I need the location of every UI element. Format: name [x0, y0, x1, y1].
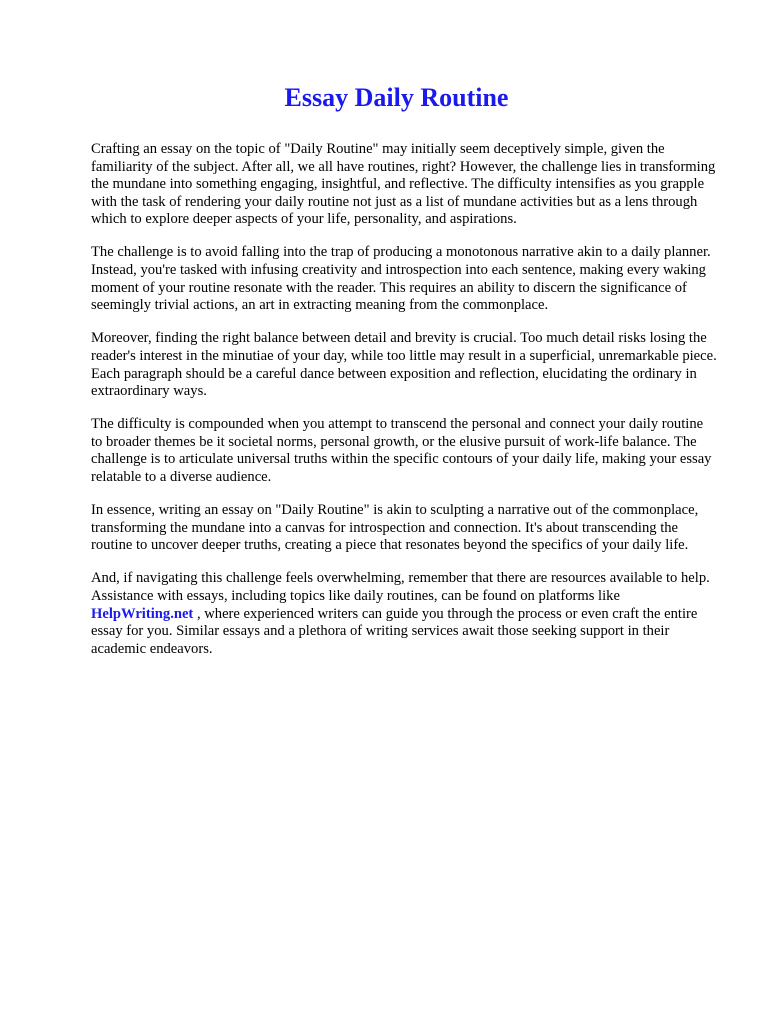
paragraph-1: Crafting an essay on the topic of "Daily Routine" may initially seem deceptively simple, given the familiarity of the subject. After all, we all have routines, right? However, the challenge lies in transforming the mundane into something engaging, insightful, and reflective. The difficulty intensifies as you grapple with the task of rendering your daily routine not just as a list of mundane activities but as a lens through which to explore deeper aspects of your life, personality, and aspirations. [91, 141, 716, 228]
document-title: Essay Daily Routine [284, 83, 509, 112]
paragraph-6-text-before-link: And, if navigating this challenge feels overwhelming, remember that there are resources available to help. Assistance with essays, including topics like daily routines, can be found on platforms like [91, 570, 710, 604]
helpwriting-link[interactable]: HelpWriting.net [91, 605, 194, 622]
paragraph-3: Moreover, finding the right balance between detail and brevity is crucial. Too much detail risks losing the reader's interest in the minutiae of your day, while too little may result in a superficial, unremarkable piece. Each paragraph should be a careful dance between exposition and reflection, elucidating the ordinary in extraordinary ways. [91, 330, 717, 400]
paragraph-2: The challenge is to avoid falling into the trap of producing a monotonous narrative akin to a daily planner. Instead, you're tasked with infusing creativity and introspection into each sentence, making every waking moment of your routine resonate with the reader. This requires an ability to discern the significance of seemingly trivial actions, an art in extracting meaning from the commonplace. [91, 244, 711, 314]
paragraph-6-text-after-link: , where experienced writers can guide you through the process or even craft the entire essay for you. Similar essays and a plethora of writing services await those seeking support in their academic endeavors. [91, 605, 698, 657]
paragraph-5: In essence, writing an essay on "Daily Routine" is akin to sculpting a narrative out of the commonplace, transforming the mundane into a canvas for introspection and connection. It's about transcending the routine to uncover deeper truths, creating a piece that resonates beyond the specifics of your daily life. [91, 502, 699, 554]
paragraph-4: The difficulty is compounded when you attempt to transcend the personal and connect your daily routine to broader themes be it societal norms, personal growth, or the elusive pursuit of work-life balance. The challenge is to articulate universal truths within the specific contours of your daily life, making your essay relatable to a diverse audience. [91, 416, 712, 485]
paragraph-6 [91, 570, 718, 658]
